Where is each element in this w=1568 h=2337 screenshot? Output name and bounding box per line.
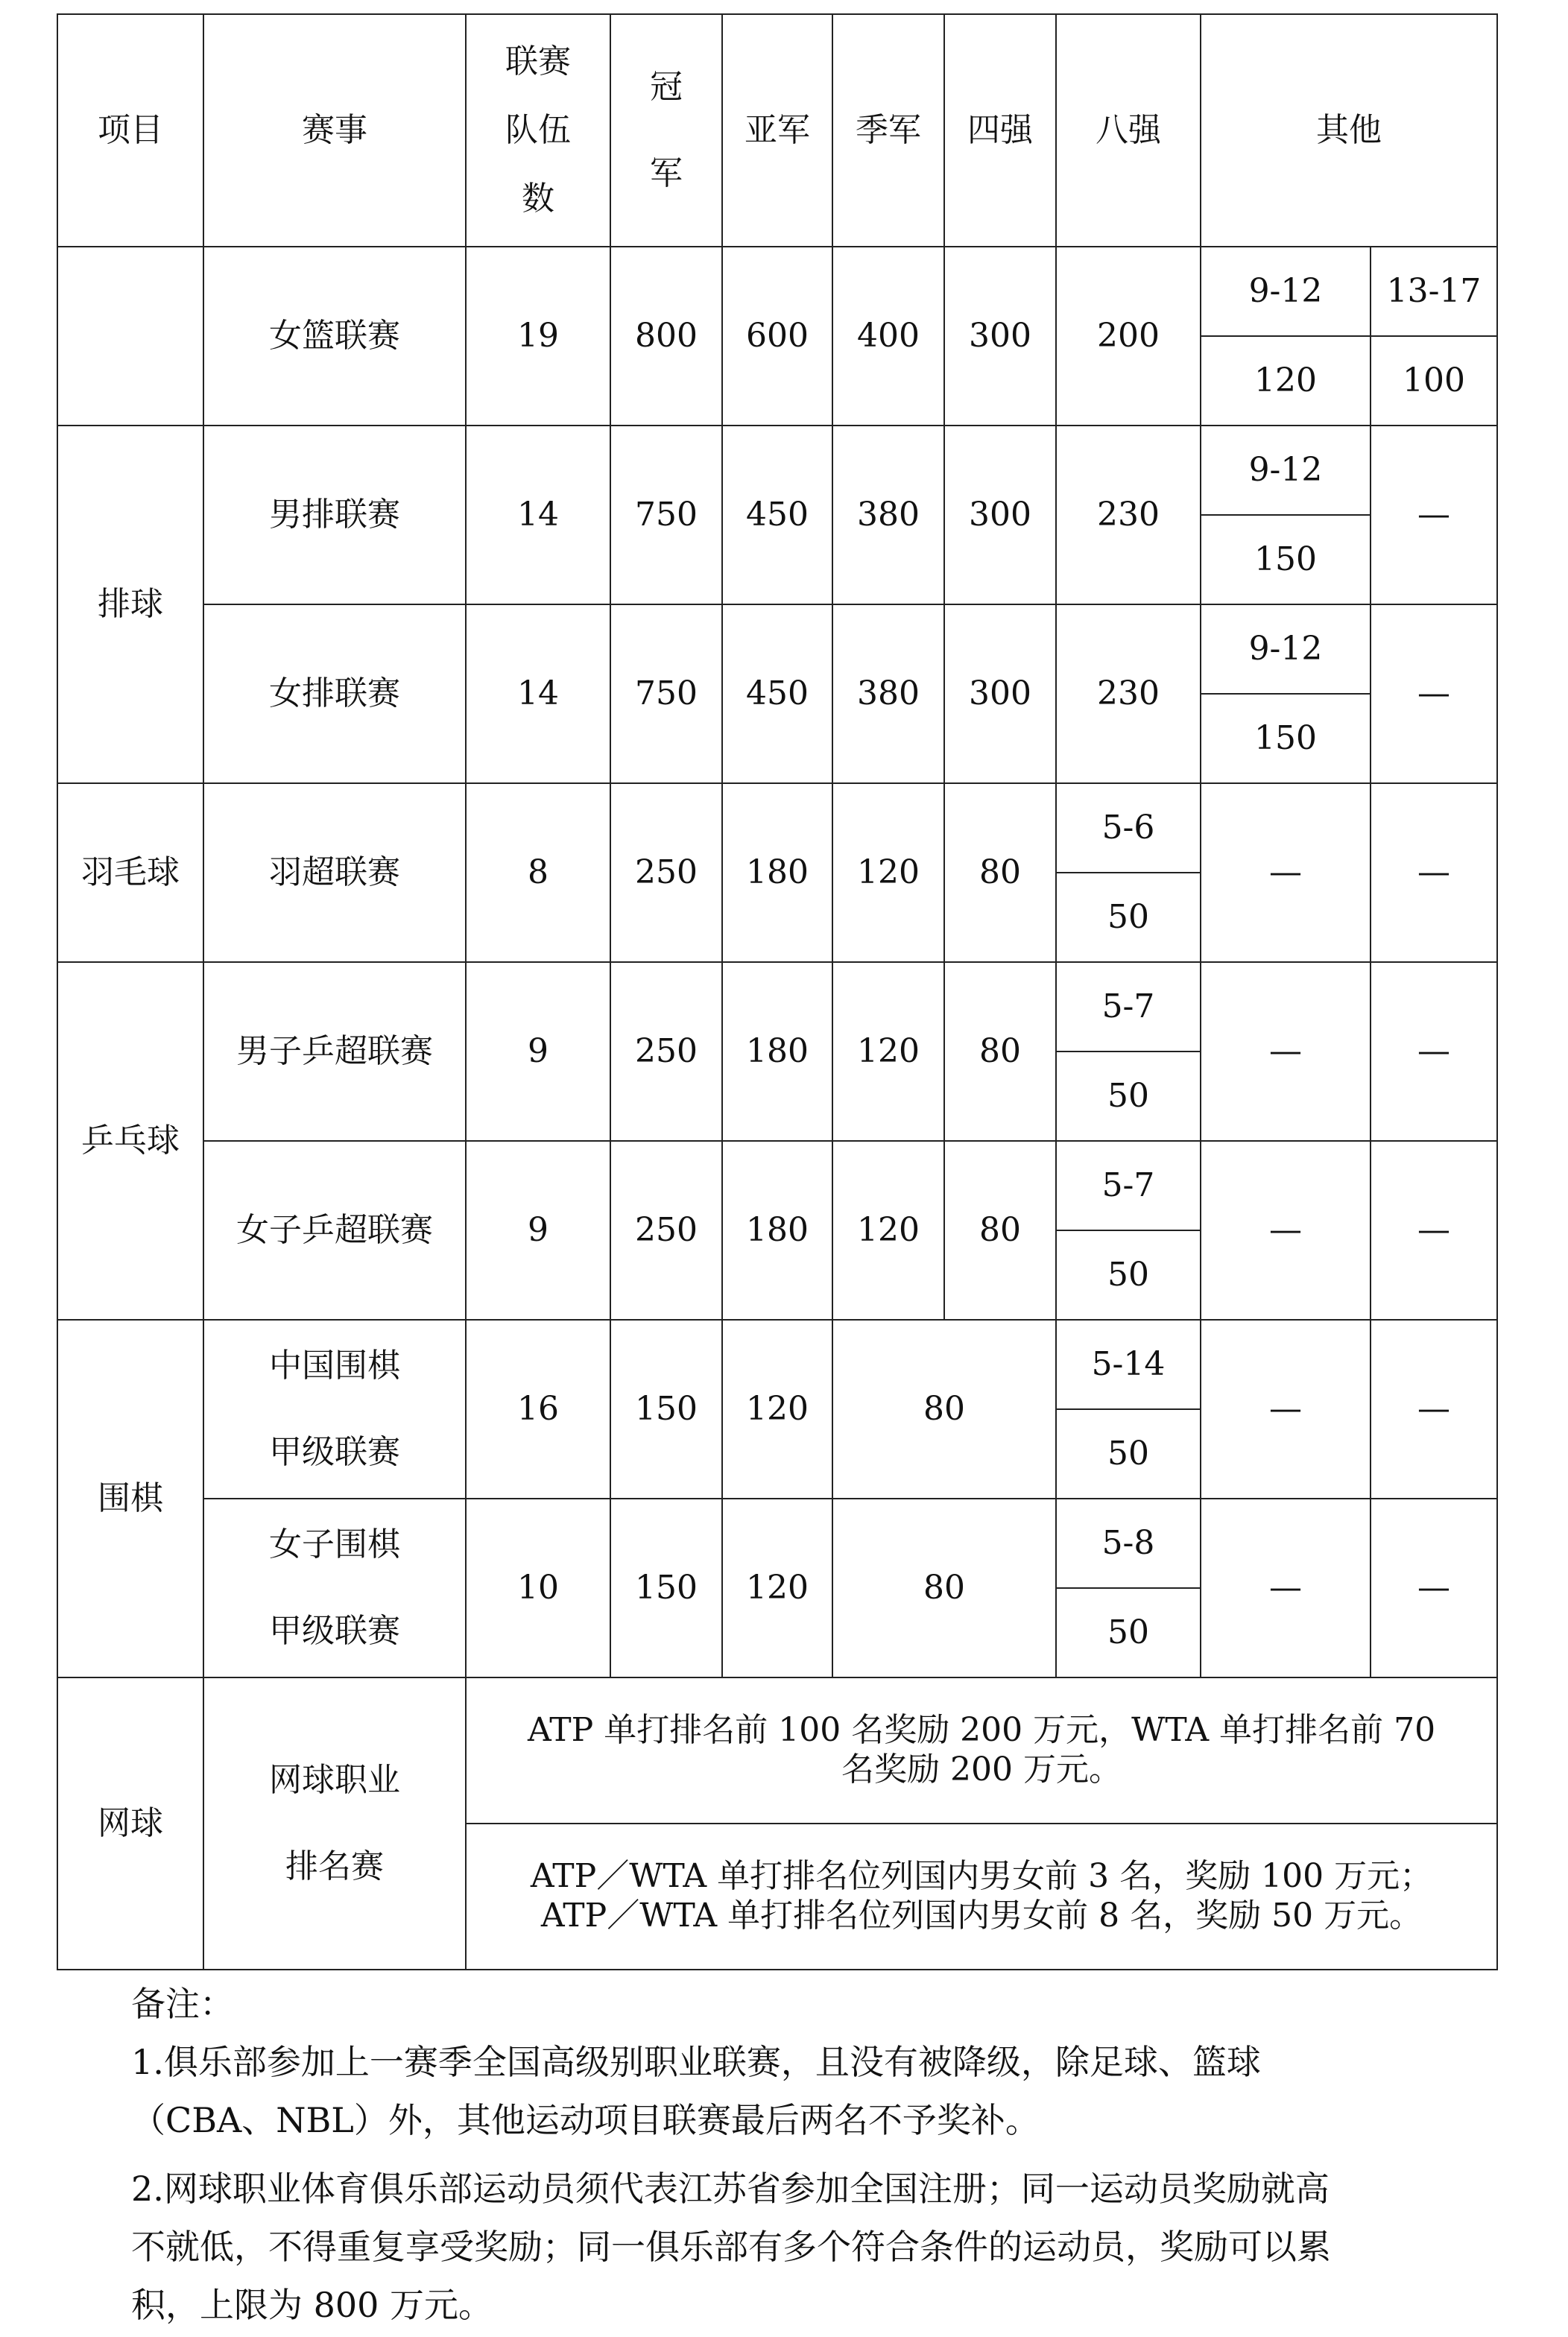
champion-cell: 750	[610, 604, 722, 783]
header-runner-up: 亚军	[722, 14, 832, 247]
other-value-cell: 150	[1201, 515, 1371, 604]
table-row	[57, 426, 1497, 515]
note-1: 1.俱乐部参加上一赛季全国高级别职业联赛，且没有被降级，除足球、篮球 （CBA、NBL）外，其他运动项目联赛最后两名不予奖补。	[131, 2042, 1261, 2140]
sport-cell: 围棋	[57, 1320, 203, 1677]
top8-cell: 230	[1056, 426, 1201, 604]
header-teams: 联赛 队伍 数	[466, 14, 610, 247]
top8-rank-cell: 5-7	[1056, 962, 1201, 1052]
table-row	[57, 604, 1497, 694]
sport-cell	[57, 247, 203, 426]
top4-cell: 80	[944, 783, 1056, 962]
event-cell: 女排联赛	[203, 604, 466, 783]
runner-up-cell: 120	[722, 1320, 832, 1499]
champion-cell: 250	[610, 962, 722, 1141]
other-value-cell: 150	[1201, 694, 1371, 783]
table-row	[57, 1141, 1497, 1230]
reward-table	[57, 13, 1498, 1970]
other-empty-cell: —	[1371, 1499, 1497, 1677]
header-champion: 冠 军	[610, 14, 722, 247]
other-value-cell: 100	[1371, 336, 1497, 426]
other-rank-cell: 13-17	[1371, 247, 1497, 336]
third-cell: 120	[832, 962, 944, 1141]
top8-value-cell: 50	[1056, 873, 1201, 962]
teams-cell: 19	[466, 247, 610, 426]
champion-cell: 250	[610, 783, 722, 962]
sport-cell: 排球	[57, 426, 203, 783]
other-empty-cell: —	[1371, 1141, 1497, 1320]
teams-cell: 10	[466, 1499, 610, 1677]
event-cell: 网球职业 排名赛	[203, 1677, 466, 1970]
tennis-rule-2: ATP／WTA 单打排名位列国内男女前 3 名，奖励 100 万元； ATP／WTA 单打排名位列国内男女前 8 名，奖励 50 万元。	[466, 1824, 1497, 1970]
top8-cell: 200	[1056, 247, 1201, 426]
teams-cell: 14	[466, 604, 610, 783]
teams-cell: 14	[466, 426, 610, 604]
header-sport: 项目	[57, 14, 203, 247]
top8-value-cell: 50	[1056, 1588, 1201, 1677]
runner-up-cell: 600	[722, 247, 832, 426]
header-top8: 八强	[1056, 14, 1201, 247]
other-empty-cell: —	[1371, 604, 1497, 783]
other-value-cell: 120	[1201, 336, 1371, 426]
notes-section	[131, 1975, 1473, 2334]
table-row	[57, 1677, 1497, 1824]
top8-value-cell: 50	[1056, 1230, 1201, 1320]
table-row	[57, 247, 1497, 336]
other-empty-cell: —	[1201, 1320, 1371, 1499]
sport-cell: 网球	[57, 1677, 203, 1970]
runner-up-cell: 180	[722, 783, 832, 962]
champion-cell: 750	[610, 426, 722, 604]
teams-cell: 9	[466, 1141, 610, 1320]
sport-cell: 羽毛球	[57, 783, 203, 962]
runner-up-cell: 180	[722, 1141, 832, 1320]
top4-cell: 80	[944, 1141, 1056, 1320]
event-cell: 女子乒超联赛	[203, 1141, 466, 1320]
top4-cell: 300	[944, 247, 1056, 426]
other-rank-cell: 9-12	[1201, 247, 1371, 336]
event-cell: 羽超联赛	[203, 783, 466, 962]
other-empty-cell: —	[1201, 783, 1371, 962]
note-2: 2.网球职业体育俱乐部运动员须代表江苏省参加全国注册；同一运动员奖励就高 不就低，不得重复享受奖励；同一俱乐部有多个符合条件的运动员，奖励可以累 积，上限为 800 万元。	[131, 2169, 1331, 2325]
event-cell: 女子围棋 甲级联赛	[203, 1499, 466, 1677]
top8-value-cell: 50	[1056, 1052, 1201, 1141]
runner-up-cell: 120	[722, 1499, 832, 1677]
table-row	[57, 783, 1497, 873]
event-cell: 中国围棋 甲级联赛	[203, 1320, 466, 1499]
table-row	[57, 962, 1497, 1052]
runner-up-cell: 450	[722, 426, 832, 604]
other-rank-cell: 9-12	[1201, 604, 1371, 694]
teams-cell: 9	[466, 962, 610, 1141]
other-empty-cell: —	[1201, 1141, 1371, 1320]
top4-cell: 80	[944, 962, 1056, 1141]
third-cell: 400	[832, 247, 944, 426]
champion-cell: 800	[610, 247, 722, 426]
header-other: 其他	[1201, 14, 1497, 247]
other-empty-cell: —	[1371, 783, 1497, 962]
header-row	[57, 14, 1497, 247]
top4-cell: 300	[944, 426, 1056, 604]
champion-cell: 250	[610, 1141, 722, 1320]
header-third: 季军	[832, 14, 944, 247]
sport-cell: 乒乓球	[57, 962, 203, 1320]
third-top4-cell: 80	[832, 1320, 1056, 1499]
top8-cell: 230	[1056, 604, 1201, 783]
other-rank-cell: 9-12	[1201, 426, 1371, 515]
top8-rank-cell: 5-14	[1056, 1320, 1201, 1409]
other-empty-cell: —	[1201, 1499, 1371, 1677]
tennis-rule-1: ATP 单打排名前 100 名奖励 200 万元，WTA 单打排名前 70 名奖励 200 万元。	[466, 1677, 1497, 1824]
third-top4-cell: 80	[832, 1499, 1056, 1677]
other-empty-cell: —	[1201, 962, 1371, 1141]
other-empty-cell: —	[1371, 426, 1497, 604]
header-event: 赛事	[203, 14, 466, 247]
header-top4: 四强	[944, 14, 1056, 247]
notes-title: 备注：	[131, 1984, 234, 2024]
other-empty-cell: —	[1371, 962, 1497, 1141]
third-cell: 380	[832, 426, 944, 604]
other-empty-cell: —	[1371, 1320, 1497, 1499]
runner-up-cell: 450	[722, 604, 832, 783]
top8-value-cell: 50	[1056, 1409, 1201, 1499]
teams-cell: 16	[466, 1320, 610, 1499]
teams-cell: 8	[466, 783, 610, 962]
third-cell: 380	[832, 604, 944, 783]
champion-cell: 150	[610, 1499, 722, 1677]
table-row	[57, 1320, 1497, 1409]
top4-cell: 300	[944, 604, 1056, 783]
champion-cell: 150	[610, 1320, 722, 1499]
event-cell: 女篮联赛	[203, 247, 466, 426]
top8-rank-cell: 5-7	[1056, 1141, 1201, 1230]
third-cell: 120	[832, 783, 944, 962]
event-cell: 男排联赛	[203, 426, 466, 604]
top8-rank-cell: 5-6	[1056, 783, 1201, 873]
runner-up-cell: 180	[722, 962, 832, 1141]
event-cell: 男子乒超联赛	[203, 962, 466, 1141]
third-cell: 120	[832, 1141, 944, 1320]
table-row	[57, 1499, 1497, 1588]
top8-rank-cell: 5-8	[1056, 1499, 1201, 1588]
